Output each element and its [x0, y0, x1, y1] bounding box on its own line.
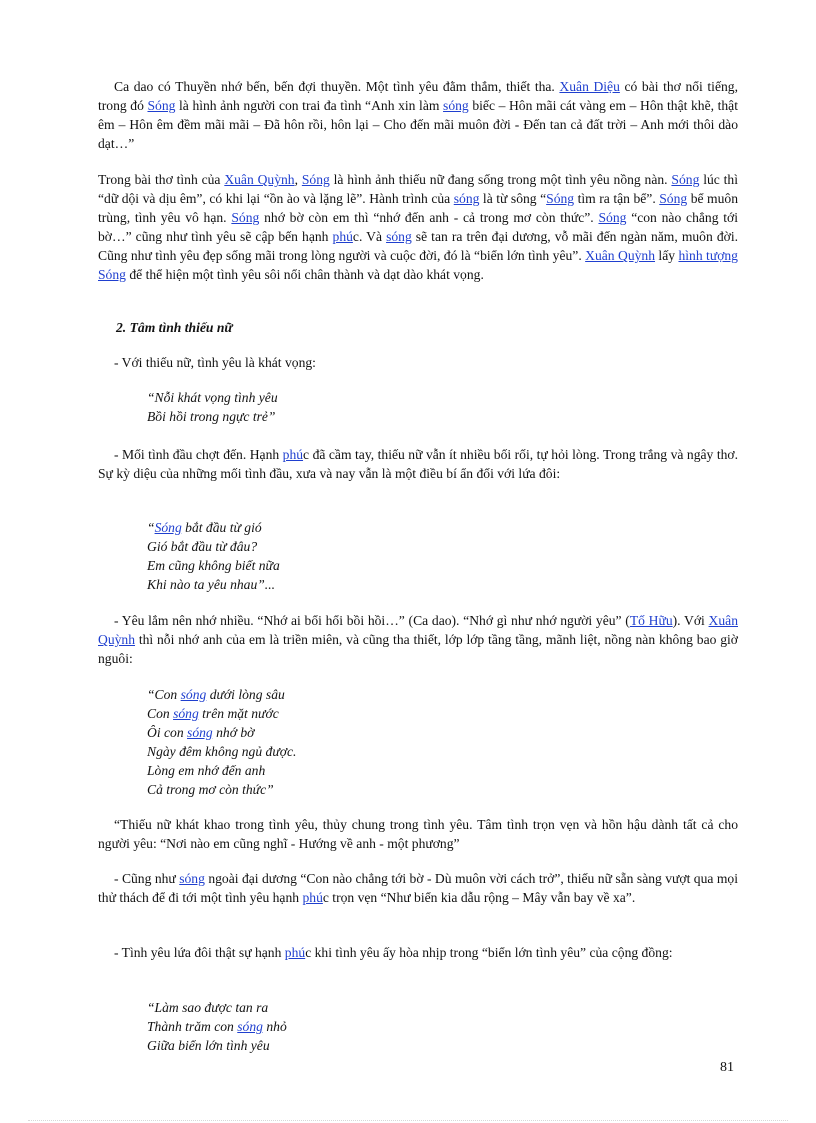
verse-line: Cả trong mơ còn thức”	[147, 782, 274, 797]
link-xuan-quynh[interactable]: Xuân Quỳnh	[224, 172, 295, 187]
text-run: lấy	[655, 248, 679, 263]
verse-line	[147, 518, 547, 537]
link-phuc[interactable]: phú	[302, 890, 323, 905]
verse-line: Con sóng trên mặt nước	[147, 706, 279, 721]
verse-line: Ngày đêm không ngủ được.	[147, 744, 297, 759]
link-song[interactable]: Sóng	[231, 210, 260, 225]
paragraph-nho-nhieu	[98, 611, 738, 668]
verse-block	[147, 388, 547, 426]
verse-block	[147, 998, 547, 1055]
text-run: sẽ tan ra trên đại dương, vỗ mãi đến ngàn năm, muôn đời. Cũng như tình yêu đẹp sống mãi trong lòng người và cuộc đời, đó là “biển lớn tình yêu”.	[98, 229, 738, 263]
link-song[interactable]: Sóng	[659, 191, 688, 206]
text-run: bắt đầu từ gió	[181, 520, 262, 535]
link-hinh-tuong[interactable]: hình tượng	[678, 248, 738, 263]
text-run: là hình ảnh thiếu nữ đang sống trong một tình yêu nồng nàn.	[329, 172, 672, 187]
verse-line: Bồi hồi trong ngực trẻ”	[147, 409, 276, 424]
link-phuc[interactable]: phú	[282, 447, 304, 462]
paragraph-khat-vong: - Với thiếu nữ, tình yêu là khát vọng:	[114, 355, 316, 370]
text-run: - Mối tình đầu chợt đến. Hạnh	[114, 447, 283, 462]
link-song[interactable]: sóng	[180, 687, 207, 702]
link-song[interactable]: sóng	[453, 191, 480, 206]
link-song[interactable]: Sóng	[546, 191, 575, 206]
text-run: là từ sông “	[479, 191, 547, 206]
text-run: c. Và	[352, 229, 387, 244]
verse-line: Gió bắt đầu từ đâu?	[147, 539, 258, 554]
page-number: 81	[720, 1060, 734, 1075]
link-song[interactable]: sóng	[179, 871, 205, 886]
verse-line: Khi nào ta yêu nhau”...	[147, 577, 276, 592]
link-song[interactable]: Sóng	[98, 267, 126, 282]
footer-divider	[28, 1120, 788, 1121]
verse-block	[147, 518, 547, 594]
text-run: là hình ảnh người con trai đa tình “Anh xin làm	[175, 98, 444, 113]
link-song[interactable]: Sóng	[154, 520, 182, 535]
link-phuc[interactable]: phú	[332, 229, 353, 244]
link-xuan-dieu[interactable]: Xuân Diệu	[559, 79, 620, 94]
paragraph-intro	[98, 77, 738, 153]
verse-line: Giữa biển lớn tình yêu	[147, 1038, 270, 1053]
verse-line: “Nỗi khát vọng tình yêu	[147, 390, 278, 405]
verse-line: “Con sóng dưới lòng sâu	[147, 687, 285, 702]
link-song[interactable]: sóng	[386, 229, 412, 244]
verse-line: Em cũng không biết nữa	[147, 558, 280, 573]
text-run: “	[147, 520, 155, 535]
section-heading: 2. Tâm tình thiếu nữ	[116, 320, 233, 335]
text-run: biếc – Hôn mãi cát vàng em – Hôn thật khẽ, thật êm – Hôn êm đềm mãi mãi – Đã hôn rồi, hôn lại – Cho đến mãi muôn đời - Đến tan cả đất trời – Anh mới thôi dào dạt…”	[98, 98, 738, 151]
text-run: nhớ bờ còn em thì “nhớ đến anh - cả trong mơ còn thức”.	[259, 210, 599, 225]
link-song[interactable]: Sóng	[598, 210, 627, 225]
link-phuc[interactable]: phú	[284, 945, 306, 960]
text-run: lúc thì “dữ dội và dịu êm”, có khi lại “ồn ào và lặng lẽ”. Hành trình của	[98, 172, 739, 206]
paragraph-moi-tinh-dau	[98, 445, 738, 483]
verse-line: “Làm sao được tan ra	[147, 1000, 269, 1015]
text-run: bể muôn trùng, tình yêu vô hạn.	[98, 191, 739, 225]
link-song[interactable]: Sóng	[671, 172, 700, 187]
verse-line: Ôi con sóng nhớ bờ	[147, 725, 255, 740]
text-run: có bài thơ nổi tiếng, trong đó	[98, 79, 738, 113]
text-run: ). Với	[672, 613, 709, 628]
text-run: Trong bài thơ tình của	[98, 172, 225, 187]
text-run: ,	[294, 172, 302, 187]
paragraph-hoa-nhip: - Tình yêu lứa đôi thật sự hạnh phúc khi tình yêu ấy hòa nhịp trong “biển lớn tình yêu” của cộng đồng:	[114, 945, 673, 960]
verse-block	[147, 685, 547, 799]
text-run: để thể hiện một tình yêu sôi nổi chân thành và dạt dào khát vọng.	[125, 267, 484, 282]
verse-line: Thành trăm con sóng nhỏ	[147, 1019, 287, 1034]
text-run: thì nỗi nhớ anh của em là triền miên, và cũng tha thiết, lớp lớp tầng tầng, mãnh liệt, nồng nàn không bao giờ nguôi:	[98, 632, 738, 666]
text-run: - Yêu lắm nên nhớ nhiều. “Nhớ ai bổi hổi bồi hồi…” (Ca dao). “Nhớ gì như nhớ người yêu” (	[114, 613, 630, 628]
text-run: tìm ra tận bể”.	[574, 191, 660, 206]
paragraph-vuot-thu-thach: - Cũng như sóng ngoài đại dương “Con nào chẳng tới bờ - Dù muôn vời cách trở”, thiếu nữ sẵn sàng vượt qua mọi thử thách để đi tới một tình yêu hạnh phúc trọn vẹn “Như biển kia dẫu rộng – Mây vẫn bay về xa”.	[98, 871, 738, 905]
text-run: “con nào chẳng tới bờ…” cũng như tình yêu sẽ cập bến hạnh	[98, 210, 739, 244]
link-song[interactable]: sóng	[187, 725, 213, 740]
text-run: c đã cầm tay, thiếu nữ vẫn ít nhiều bối rối, tự hỏi lòng. Trong trắng và ngây thơ. Sự kỳ diệu của những mối tình đầu, xưa và nay vẫn là một điều bí ẩn đối với lứa đôi:	[98, 447, 738, 481]
link-xuan-quynh[interactable]: Xuân Quỳnh	[585, 248, 656, 263]
verse-line: Lòng em nhớ đến anh	[147, 763, 266, 778]
text-run: Ca dao có Thuyền nhớ bến, bến đợi thuyền. Một tình yêu đằm thắm, thiết tha.	[114, 79, 560, 94]
link-song[interactable]: Sóng	[147, 98, 176, 113]
link-to-huu[interactable]: Tố Hữu	[629, 613, 673, 628]
link-song[interactable]: Sóng	[301, 172, 330, 187]
link-song[interactable]: sóng	[443, 98, 469, 113]
paragraph-xuan-quynh	[98, 170, 738, 284]
link-song[interactable]: sóng	[173, 706, 199, 721]
paragraph-thuy-chung: “Thiếu nữ khát khao trong tình yêu, thủy chung trong tình yêu. Tâm tình trọn vẹn và hồn hậu dành tất cả cho người yêu: “Nơi nào em cũng nghĩ - Hướng về anh - một phương”	[98, 817, 738, 851]
link-song[interactable]: sóng	[237, 1019, 263, 1034]
link-xuan-quynh[interactable]: Xuân Quỳnh	[98, 613, 738, 647]
